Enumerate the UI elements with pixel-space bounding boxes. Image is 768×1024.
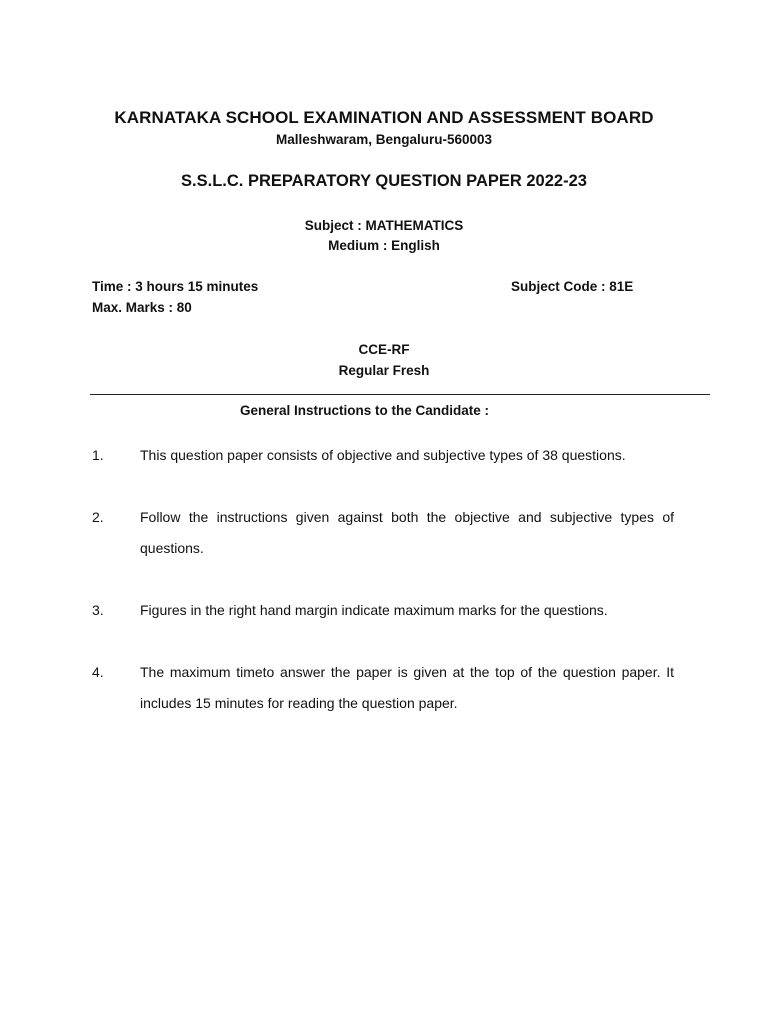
instruction-item (92, 595, 674, 626)
instruction-number: 4. (92, 664, 104, 680)
scheme-code: CCE-RF (358, 342, 410, 357)
instruction-text: This question paper consists of objective and subjective types of 38 questions. (140, 447, 626, 463)
board-title: KARNATAKA SCHOOL EXAMINATION AND ASSESSMENT BOARD (114, 108, 654, 127)
scheme-type: Regular Fresh (338, 363, 430, 378)
paper-title: S.S.L.C. PREPARATORY QUESTION PAPER 2022-23 (181, 172, 587, 190)
time-line: Time : 3 hours 15 minutes (92, 279, 259, 294)
instruction-number: 1. (92, 447, 104, 463)
max-marks-line: Max. Marks : 80 (92, 300, 192, 315)
instructions-list (92, 440, 674, 750)
board-address: Malleshwaram, Bengaluru-560003 (275, 132, 493, 147)
instruction-text: The maximum timeto answer the paper is given at the top of the question paper. It includes 15 minutes for reading the question paper. (140, 664, 674, 711)
subject-line: Subject : MATHEMATICS (304, 218, 464, 233)
instruction-item (92, 657, 674, 719)
instruction-text: Figures in the right hand margin indicate maximum marks for the questions. (140, 602, 608, 618)
instruction-number: 3. (92, 602, 104, 618)
subject-code-line: Subject Code : 81E (511, 279, 634, 294)
instruction-number: 2. (92, 509, 104, 525)
instruction-text: Follow the instructions given against both the objective and subjective types of questions. (140, 509, 674, 556)
instructions-heading: General Instructions to the Candidate : (240, 403, 490, 418)
instruction-item (92, 502, 674, 564)
divider-line (90, 394, 710, 395)
medium-line: Medium : English (328, 238, 440, 253)
instruction-item (92, 440, 674, 471)
